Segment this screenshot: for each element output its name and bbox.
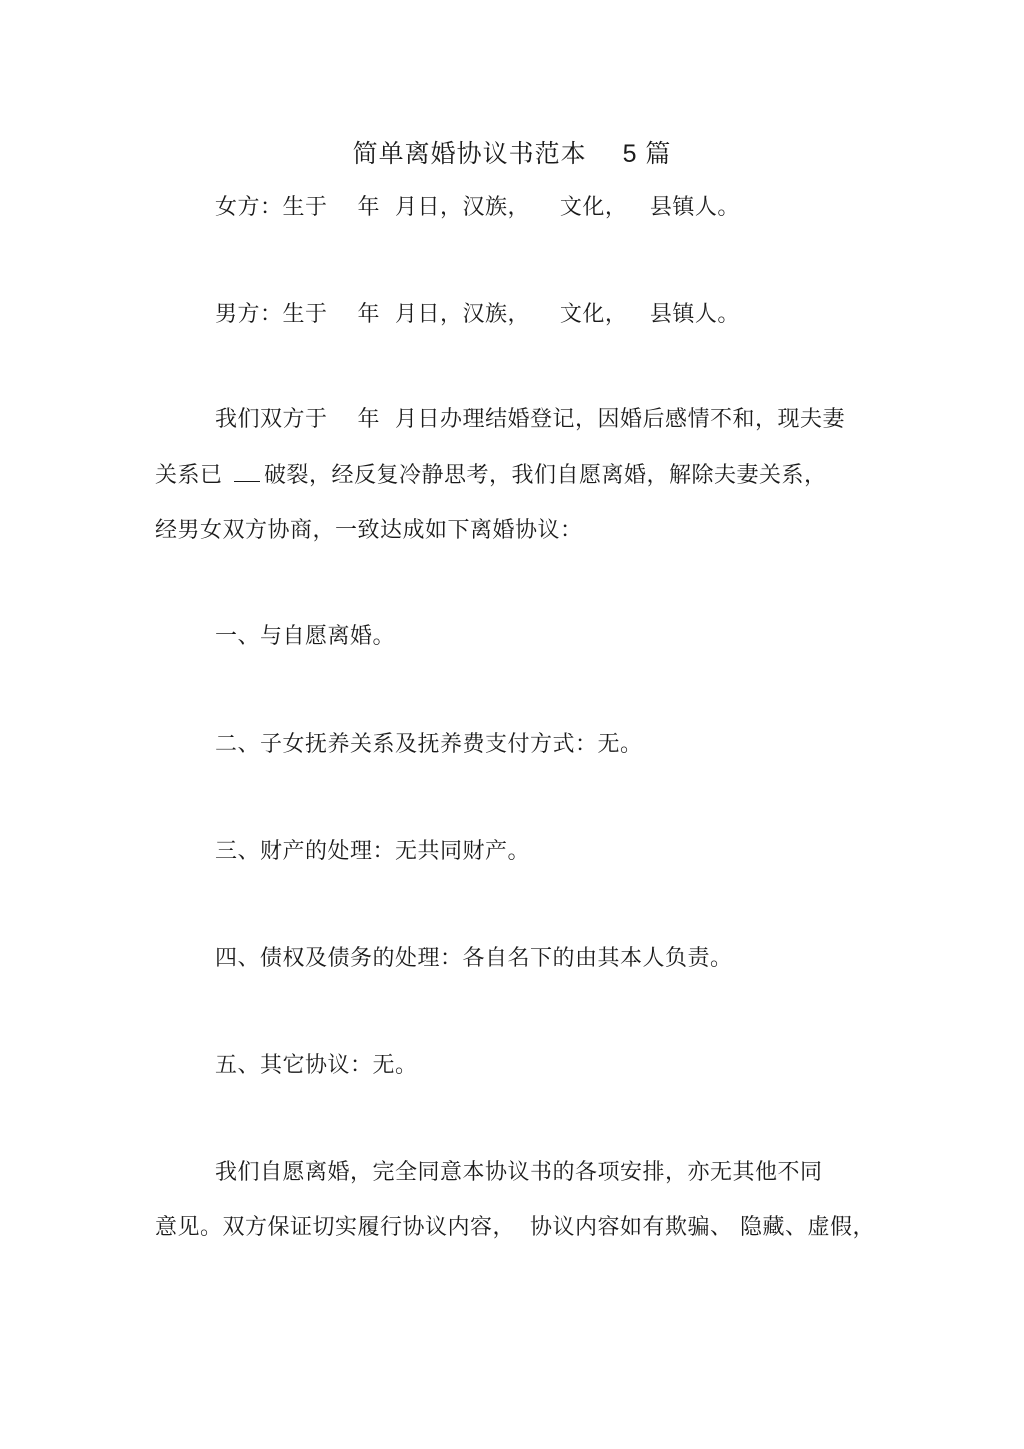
intro-line-2-start: 关系已 [155,463,230,488]
title-count: 5 篇 [622,140,672,168]
closing-line-2: 意见。双方保证切实履行协议内容， 协议内容如有欺骗、 隐藏、虚假， [155,1215,875,1240]
intro-line-2 [155,461,827,491]
intro-line-2-end: 破裂，经反复冷静思考，我们自愿离婚，解除夫妻关系， [264,463,827,488]
clause-3: 三、财产的处理：无共同财产。 [215,839,531,864]
intro-line-3: 经男女双方协商，一致达成如下离婚协议： [155,518,583,543]
intro-line-1: 我们双方于 年 月日办理结婚登记，因婚后感情不和，现夫妻 [215,407,845,432]
title-text: 简单离婚协议书范本 [352,139,587,168]
document-title [0,134,1024,170]
clause-1: 一、与自愿离婚。 [215,624,396,649]
male-party-line: 男方：生于 年 月日，汉族， 文化， 县镇人。 [215,302,740,327]
clause-2: 二、子女抚养关系及抚养费支付方式：无。 [215,732,643,757]
fill-in-blank [234,463,260,482]
female-party-line: 女方：生于 年 月日，汉族， 文化， 县镇人。 [215,195,740,220]
clause-4: 四、债权及债务的处理：各自名下的由其本人负责。 [215,946,733,971]
clause-5: 五、其它协议：无。 [215,1053,418,1078]
closing-line-1: 我们自愿离婚，完全同意本协议书的各项安排，亦无其他不同 [215,1160,823,1185]
